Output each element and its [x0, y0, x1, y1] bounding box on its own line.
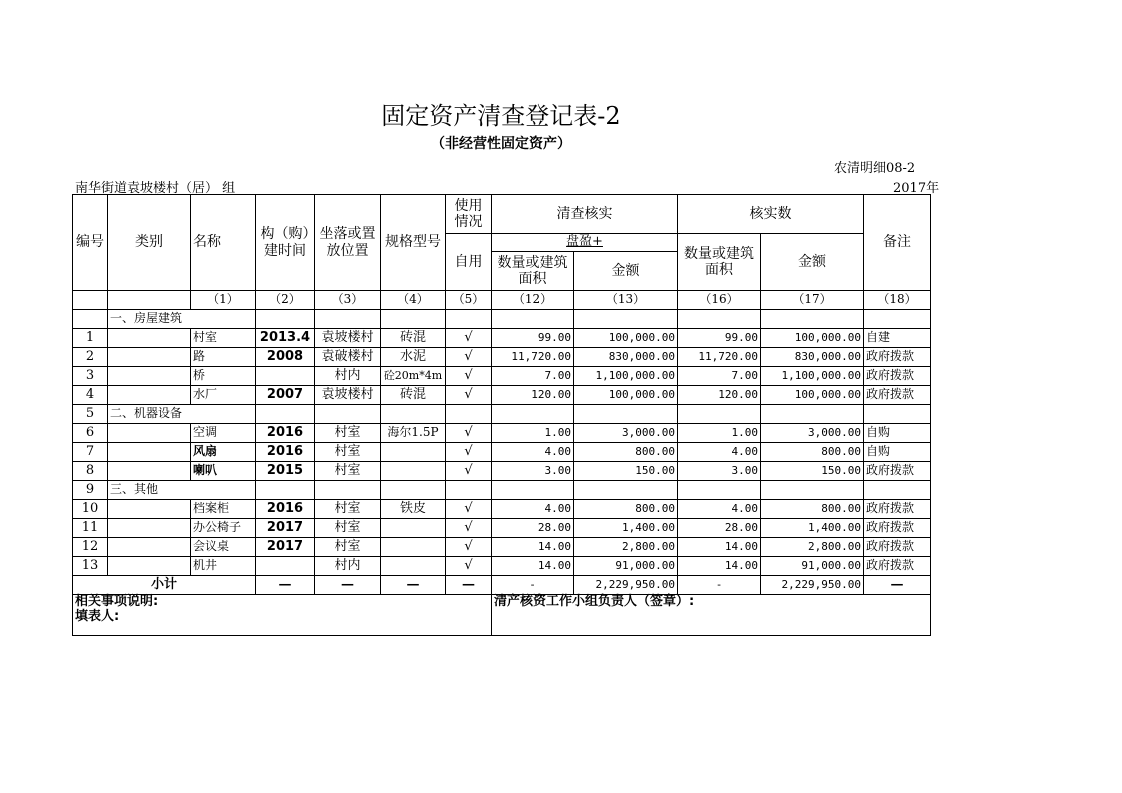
- index-cell: （5）: [446, 291, 492, 310]
- header-check: 清查核实: [492, 195, 678, 234]
- table-row: 4 水厂 2007 袁坡楼村 砖混 √ 120.00 100,000.00 120.00 100,000.00 政府拨款: [73, 386, 931, 405]
- subtotal-row: 小计 — — — — - 2,229,950.00 - 2,229,950.00 —: [73, 576, 931, 595]
- header-row-1: [73, 195, 931, 234]
- index-row: [73, 291, 931, 310]
- table-row: 3 桥 村内 砼20m*4m √ 7.00 1,100,000.00 7.00 1,100,000.00 政府拨款: [73, 367, 931, 386]
- index-cell: （17）: [761, 291, 864, 310]
- index-cell: （13）: [574, 291, 678, 310]
- header-remark: 备注: [864, 195, 931, 291]
- table-row: 1 村室 2013.4 袁坡楼村 砖混 √ 99.00 100,000.00 99.00 100,000.00 自建: [73, 329, 931, 348]
- year-label: 2017年: [893, 181, 940, 196]
- index-cell: （12）: [492, 291, 574, 310]
- table-row: 12 会议桌 2017 村室 √ 14.00 2,800.00 14.00 2,800.00 政府拨款: [73, 538, 931, 557]
- header-check-qty: 数量或建筑面积: [492, 252, 574, 291]
- village-label: 南华街道袁坡楼村（居） 组: [75, 181, 236, 196]
- index-cell: （1）: [191, 291, 256, 310]
- section-row-machine: 5 二、机器设备: [73, 405, 931, 424]
- header-self-use: 自用: [446, 234, 492, 291]
- section-label: 二、机器设备: [108, 405, 256, 424]
- table-row: 10 档案柜 2016 村室 铁皮 √ 4.00 800.00 4.00 800.00 政府拨款: [73, 500, 931, 519]
- table-row: 13 机井 村内 √ 14.00 91,000.00 14.00 91,000.00 政府拨款: [73, 557, 931, 576]
- header-spec: 规格型号: [381, 195, 446, 291]
- section-row-building: [73, 310, 931, 329]
- header-verified-qty: 数量或建筑面积: [678, 234, 761, 291]
- header-check-amount: 金额: [574, 252, 678, 291]
- header-build-time: 构（购）建时间: [256, 195, 315, 291]
- index-cell: （2）: [256, 291, 315, 310]
- subtotal-label: 小计: [73, 576, 256, 595]
- index-cell: （3）: [315, 291, 381, 310]
- footer-notes: 相关事项说明: 填表人:: [73, 595, 492, 636]
- asset-register-table: [72, 194, 931, 636]
- header-verified: 核实数: [678, 195, 864, 234]
- index-cell: （4）: [381, 291, 446, 310]
- section-row-other: 9 三、其他: [73, 481, 931, 500]
- header-verified-amount: 金额: [761, 234, 864, 291]
- table-row: 2 路 2008 袁破楼村 水泥 √ 11,720.00 830,000.00 11,720.00 830,000.00 政府拨款: [73, 348, 931, 367]
- footer-leader-sign: 清产核资工作小组负责人（签章）:: [492, 595, 931, 636]
- form-code: 农清明细08-2: [834, 161, 916, 176]
- table-row: 6 空调 2016 村室 海尔1.5P √ 1.00 3,000.00 1.00 3,000.00 自购: [73, 424, 931, 443]
- header-no: 编号: [73, 195, 108, 291]
- header-usage: 使用情况: [446, 195, 492, 234]
- page-subtitle: （非经营性固定资产）: [431, 136, 571, 152]
- header-location: 坐落或置放位置: [315, 195, 381, 291]
- table-row: 7 风扇 2016 村室 √ 4.00 800.00 4.00 800.00 自购: [73, 443, 931, 462]
- section-label: 三、其他: [108, 481, 256, 500]
- footer-row: [73, 595, 931, 636]
- table-row: 8 喇叭 2015 村室 √ 3.00 150.00 3.00 150.00 政府拨款: [73, 462, 931, 481]
- header-name: 名称: [191, 195, 256, 291]
- page-title: 固定资产清查登记表-2: [381, 102, 621, 130]
- index-cell: （18）: [864, 291, 931, 310]
- header-surplus: 盘盈+: [492, 234, 678, 252]
- header-category: 类别: [108, 195, 191, 291]
- index-cell: （16）: [678, 291, 761, 310]
- table-row: 11 办公椅子 2017 村室 √ 28.00 1,400.00 28.00 1,400.00 政府拨款: [73, 519, 931, 538]
- section-label: 一、房屋建筑: [108, 310, 256, 329]
